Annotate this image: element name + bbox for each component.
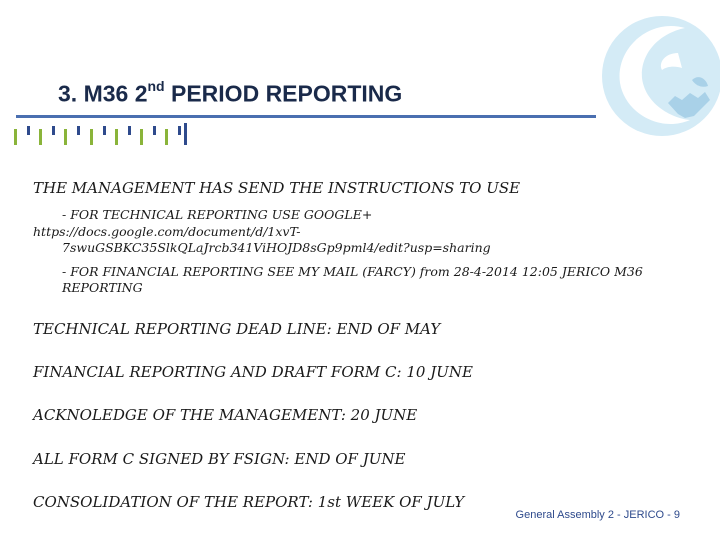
google-doc-link-part1[interactable]: https://docs.google.com/document/d/1xvT-: [33, 224, 301, 239]
tick: [115, 129, 118, 145]
tick: [103, 126, 106, 135]
tick: [52, 126, 55, 135]
tick: [14, 129, 17, 145]
footer-text: General Assembly 2 - JERICO -: [515, 509, 674, 521]
tick: [64, 129, 67, 145]
google-doc-link-part2[interactable]: 7swuGSBKC35SlkQLaJrcb341ViHOJD8sGp9pml4/edit?usp=sharing: [62, 240, 491, 255]
bullet-form-c: ALL FORM C SIGNED BY FSIGN: END OF JUNE: [33, 450, 406, 468]
title-divider: [16, 115, 596, 118]
bullet-technical-deadline: TECHNICAL REPORTING DEAD LINE: END OF MAY: [33, 320, 441, 338]
page-title: [58, 80, 402, 108]
tick: [165, 129, 168, 145]
tick: [184, 123, 187, 145]
tick: [178, 126, 181, 135]
tick: [39, 129, 42, 145]
sub-bullet-financial-cont: REPORTING: [62, 280, 143, 295]
bullet-financial-deadline: FINANCIAL REPORTING AND DRAFT FORM C: 10 JUNE: [33, 363, 473, 381]
jerico-logo-icon: [590, 8, 720, 143]
title-text: 3. M36 2: [58, 80, 148, 107]
bullet-acknowledge: ACKNOLEDGE OF THE MANAGEMENT: 20 JUNE: [33, 406, 418, 424]
tick: [140, 129, 143, 145]
tick: [90, 129, 93, 145]
bullet-instructions: THE MANAGEMENT HAS SEND THE INSTRUCTIONS TO USE: [33, 179, 521, 197]
sub-bullet-technical: - FOR TECHNICAL REPORTING USE GOOGLE+: [62, 207, 373, 222]
tick: [77, 126, 80, 135]
tick: [27, 126, 30, 135]
tick: [128, 126, 131, 135]
bullet-consolidation: CONSOLIDATION OF THE REPORT: 1st WEEK OF JULY: [33, 493, 465, 511]
sub-bullet-financial: - FOR FINANCIAL REPORTING SEE MY MAIL (FARCY) from 28-4-2014 12:05 JERICO M36: [62, 264, 643, 279]
page-number: 9: [673, 509, 680, 521]
footer: [516, 509, 680, 521]
title-superscript: nd: [147, 78, 165, 94]
tick: [153, 126, 156, 135]
title-text-suffix: PERIOD REPORTING: [164, 80, 403, 107]
